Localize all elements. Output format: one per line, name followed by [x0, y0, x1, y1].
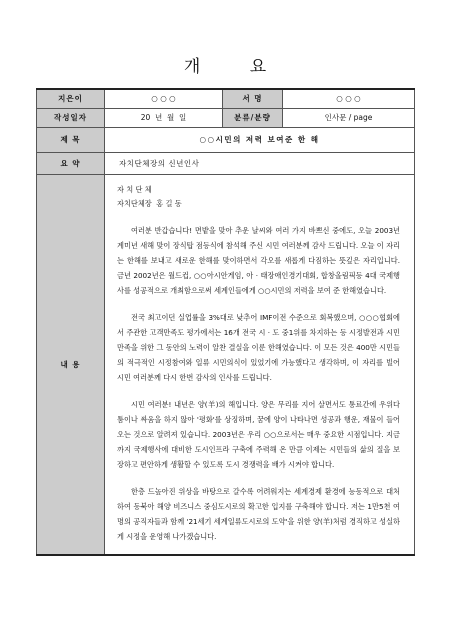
- paragraph: 전국 최고이던 실업률을 3%대로 낮추어 IMF이전 수준으로 회복했으며, ○○○협회에서 주관한 고객만족도 평가에서는 16개 전국 시 · 도 중1위를 차지하는 등 시정발전과 시민만족을 위한 그 동안의 노력이 알찬 결실을 이룬 한해였습니다. 이 모든 것은 400만 시민들의 적극적인 시정참여와 일류 시민의식이 있었기에 가능했다고 생각하며, 이 자리를 빌어 시민 여러분께 다시 한번 감사의 인사를 드립니다.: [117, 312, 400, 382]
- category-label: 분류/분량: [223, 108, 283, 127]
- content-body: [105, 175, 414, 554]
- paragraph: 한층 드높아진 위상을 바탕으로 갈수록 어려워지는 세계경제 환경에 능동적으로 대처하여 동북아 해양 비즈니스 중심도시로의 확고한 입지를 구축해야 합니다. 저는 1만5천 여명의 공직자들과 함께 '21세기 세계일류도시로의 도약'을 위한 양(羊)처럼 경직하고 성실하게 시정을 운영해 나가겠습니다.: [117, 486, 400, 541]
- paragraph: 시민 여러분! 내년은 양(羊)의 해입니다. 양은 무리를 지어 살면서도 통료간에 우위다툼이나 싸움을 하지 않아 '평화'를 상징하며, 꿈에 양이 나타나면 성공과 행운, 재물이 들어오는 것으로 알려져 있습니다. 2003년은 우리 ○○으로서는 매우 중요한 시점입니다. 지금까지 국제행사에 대비한 도시인프라 구축에 주력해 온 만큼 이제는 시민들의 삶의 질을 보장하고 편안하게 생활할 수 있도록 도시 경쟁력을 배가 시켜야 합니다.: [117, 399, 400, 469]
- content-label: 내 용: [37, 174, 105, 555]
- position-label: 서 명: [223, 89, 283, 108]
- content-cell: [105, 174, 415, 555]
- subject-label: 제 목: [37, 127, 105, 152]
- summary-label: 요 약: [37, 152, 105, 174]
- document-title: 개 요: [183, 57, 289, 77]
- date-label: 작성일자: [37, 108, 105, 127]
- writer-value: ○ ○ ○: [105, 89, 223, 108]
- subject-value: ○○시민의 저력 보여준 한 해: [105, 127, 415, 152]
- org-name: 자 치 단 체: [117, 184, 152, 194]
- paragraph: 여러분 반갑습니다! 면밭을 맞아 추운 날씨와 여러 가지 바쁘신 중에도, 오늘 2003년 계미년 새해 맞이 장식탑 점등식에 참석해 주신 시민 여러분께 감사 드립니다. 오늘 이 자리는 한해를 보내고 새로운 한해를 맞이하면서 각오를 새롭게 다짐하는 뜻깊은 자리입니다. 금년 2002년은 월드컵, ○○아시안게임, 아 · 태장애인경기대회, 합창올림픽등 4대 국제행사를 성공적으로 개최함으로써 세계인들에게 ○○시민의 저력을 보여 준 한해였습니다.: [117, 225, 400, 295]
- date-value: 20 년 월 일: [105, 108, 223, 127]
- writer-label: 지은이: [37, 89, 105, 108]
- position-value: ○ ○ ○: [283, 89, 415, 108]
- category-value: 인사문 / page: [283, 108, 415, 127]
- content-heading: [117, 183, 400, 211]
- summary-value: 자치단체장의 신년인사: [105, 152, 415, 174]
- summary-form: [36, 88, 415, 556]
- author-name: 자치단체장 홍 길 동: [117, 198, 182, 208]
